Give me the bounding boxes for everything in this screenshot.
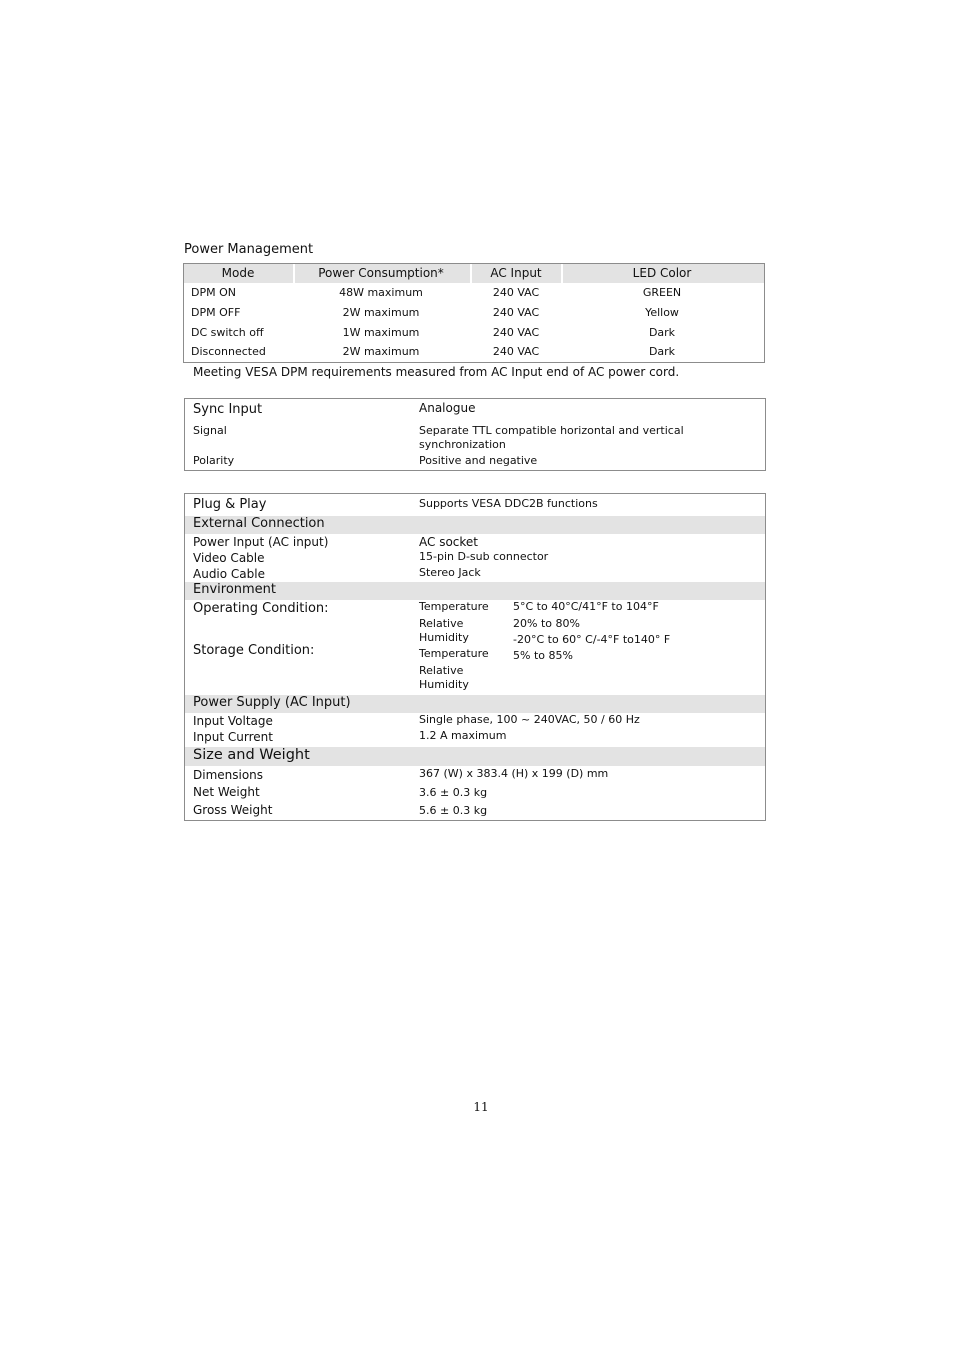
power-management-title: Power Management	[184, 242, 314, 257]
vesa-note: Meeting VESA DPM requirements measured from AC Input end of AC power cord.	[193, 365, 680, 379]
table-cell-mode: DPM ON	[191, 286, 236, 299]
humidity-label: Humidity	[419, 678, 469, 691]
audio-cable-value: Stereo Jack	[419, 566, 481, 579]
table-cell-power: 2W maximum	[342, 345, 420, 358]
power-input-label: Power Input (AC input)	[193, 535, 329, 549]
sync-input-label: Sync Input	[193, 402, 263, 417]
table-cell-mode: Disconnected	[191, 345, 266, 358]
size-weight-heading: Size and Weight	[193, 747, 310, 763]
temperature-label: Temperature	[419, 600, 489, 613]
gross-weight-value: 5.6 ± 0.3 kg	[419, 804, 488, 817]
sync-input-value: Analogue	[419, 401, 476, 415]
table-cell-ac: 240 VAC	[492, 306, 540, 319]
audio-cable-label: Audio Cable	[193, 567, 265, 581]
storage-condition-label: Storage Condition:	[193, 643, 315, 658]
relative-label: Relative	[419, 664, 464, 677]
external-connection-heading: External Connection	[193, 516, 325, 531]
plug-play-label: Plug & Play	[193, 497, 267, 512]
polarity-label: Polarity	[193, 454, 235, 467]
power-input-value: AC socket	[419, 535, 478, 549]
table-cell-led: Yellow	[645, 306, 679, 319]
table-cell-led: GREEN	[642, 286, 682, 299]
input-voltage-value: Single phase, 100 ~ 240VAC, 50 / 60 Hz	[419, 713, 640, 726]
table-cell-power: 2W maximum	[342, 306, 420, 319]
net-weight-value: 3.6 ± 0.3 kg	[419, 786, 488, 799]
plug-play-value: Supports VESA DDC2B functions	[419, 497, 598, 510]
table-cell-power: 1W maximum	[342, 326, 420, 339]
power-supply-heading: Power Supply (AC Input)	[193, 695, 351, 710]
table-cell-led: Dark	[648, 326, 676, 339]
environment-heading: Environment	[193, 582, 277, 597]
table-cell-led: Dark	[648, 345, 676, 358]
humidity-label: Humidity	[419, 631, 469, 644]
input-current-value: 1.2 A maximum	[419, 729, 507, 742]
header-power-consumption: Power Consumption*	[318, 266, 444, 280]
input-current-label: Input Current	[193, 730, 273, 744]
input-voltage-label: Input Voltage	[193, 714, 273, 728]
header-ac-input: AC Input	[490, 266, 542, 280]
page-number: 11	[473, 1100, 489, 1114]
table-cell-mode: DPM OFF	[191, 306, 241, 319]
operating-condition-label: Operating Condition:	[193, 601, 329, 616]
operating-temperature-value: 5°C to 40°C/41°F to 104°F	[513, 600, 659, 613]
table-cell-ac: 240 VAC	[492, 345, 540, 358]
video-cable-value: 15-pin D-sub connector	[419, 550, 549, 563]
dimensions-value: 367 (W) x 383.4 (H) x 199 (D) mm	[419, 767, 609, 780]
header-mode: Mode	[221, 266, 255, 280]
temperature-label: Temperature	[419, 647, 489, 660]
gross-weight-label: Gross Weight	[193, 803, 273, 817]
table-cell-ac: 240 VAC	[492, 326, 540, 339]
signal-value-line1: Separate TTL compatible horizontal and vertical	[419, 424, 684, 437]
net-weight-label: Net Weight	[193, 785, 260, 799]
dimensions-label: Dimensions	[193, 768, 264, 782]
table-cell-ac: 240 VAC	[492, 286, 540, 299]
polarity-value: Positive and negative	[419, 454, 538, 467]
signal-label: Signal	[193, 424, 227, 437]
storage-humidity-value: 5% to 85%	[513, 649, 573, 662]
table-cell-power: 48W maximum	[339, 286, 423, 299]
operating-humidity-value: 20% to 80%	[513, 617, 580, 630]
table-cell-mode: DC switch off	[191, 326, 264, 339]
storage-temperature-value: -20°C to 60° C/-4°F to140° F	[513, 633, 671, 646]
signal-value-line2: synchronization	[419, 438, 506, 451]
header-led-color: LED Color	[632, 266, 692, 280]
relative-label: Relative	[419, 617, 464, 630]
video-cable-label: Video Cable	[193, 551, 265, 565]
